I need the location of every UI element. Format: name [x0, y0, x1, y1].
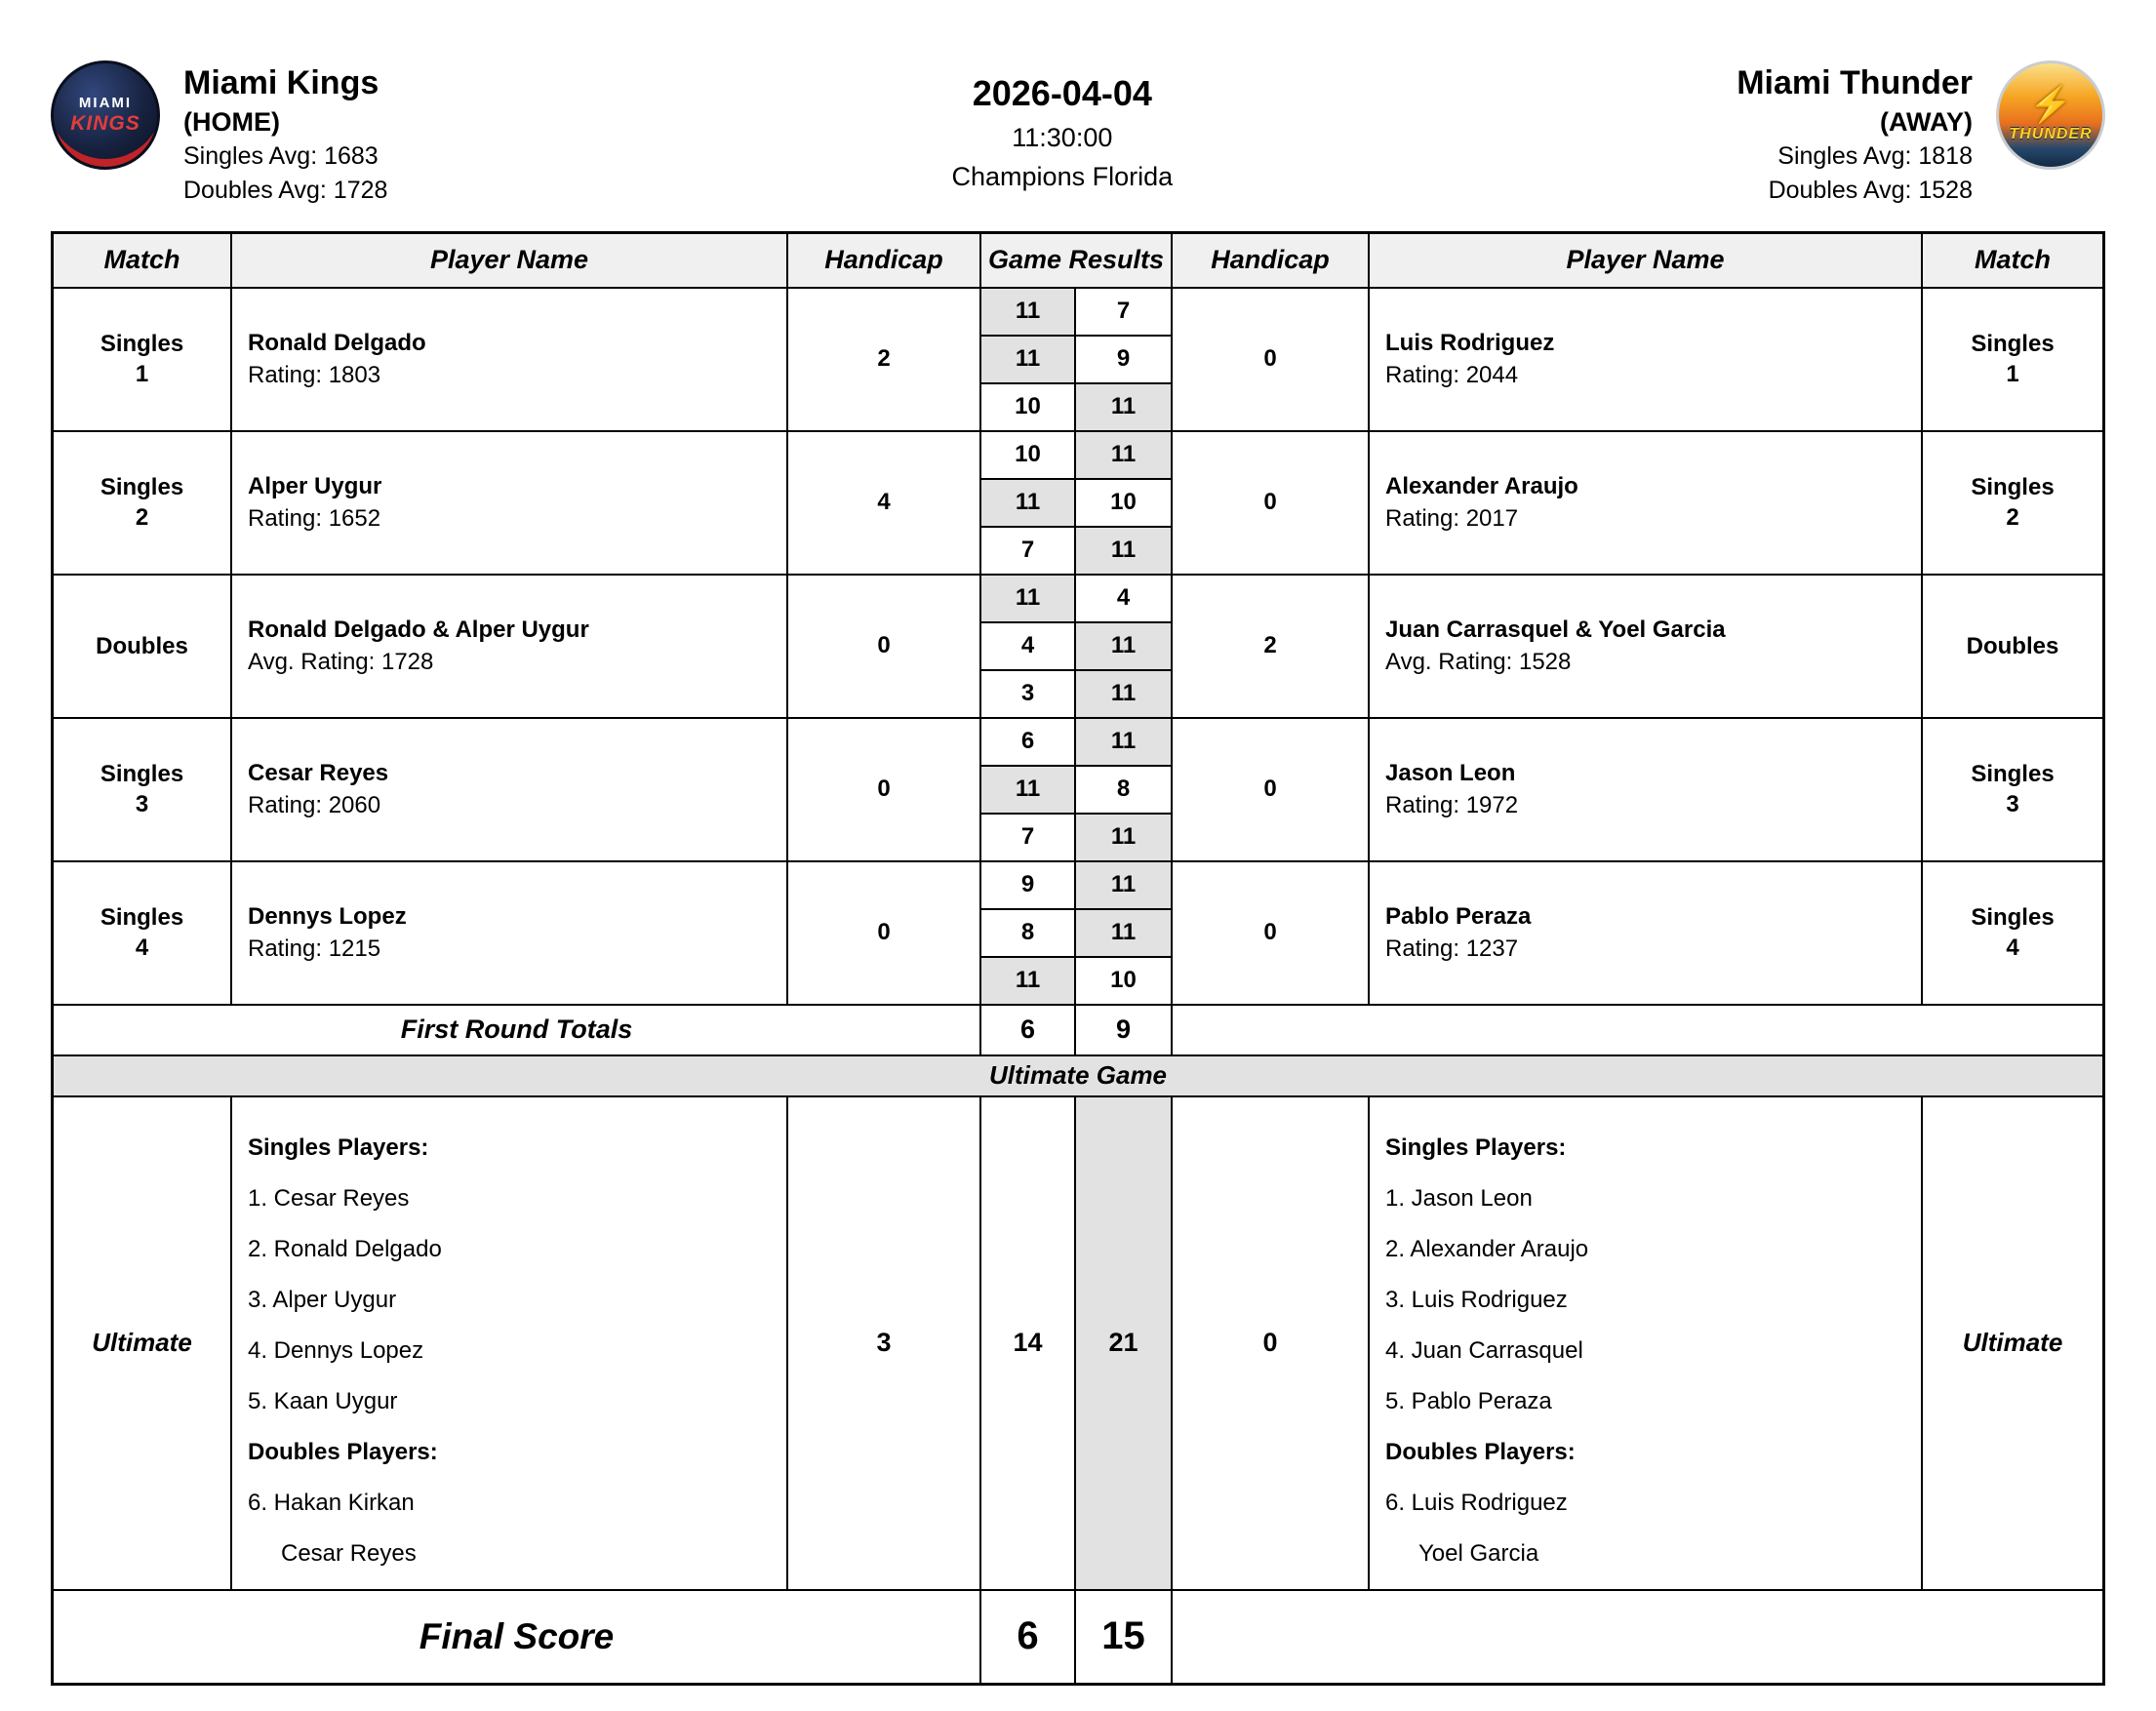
home-ultimate-singles-3: 3. Alper Uygur [248, 1286, 397, 1313]
col-header-player-home: Player Name [232, 234, 788, 287]
match-type-label: Singles [1971, 331, 2055, 358]
away-ultimate-singles-1: 1. Jason Leon [1385, 1184, 1533, 1212]
home-player-name: Cesar Reyes [248, 759, 389, 786]
match-type-away [1923, 862, 2102, 1004]
first-round-total-scores [981, 1006, 1171, 1054]
home-singles-avg: Singles Avg: 1683 [183, 141, 379, 170]
away-team-block [1737, 60, 2105, 208]
away-game-score: 11 [1076, 815, 1171, 860]
match-number-label: 4 [2006, 935, 2019, 962]
match-type-home [54, 719, 232, 860]
game-1-scores [981, 862, 1171, 910]
away-game-score: 9 [1116, 345, 1131, 373]
game-3-scores [981, 384, 1171, 430]
home-game-score: 10 [981, 432, 1076, 478]
away-logo-text: THUNDER [2009, 126, 2093, 142]
home-game-score: 11 [981, 480, 1076, 526]
home-player-name: Dennys Lopez [248, 902, 407, 930]
home-game-score: 4 [981, 623, 1076, 669]
col-header-match-away: Match [1974, 245, 2051, 275]
away-player-name: Pablo Peraza [1385, 902, 1532, 930]
final-scores [981, 1591, 1171, 1683]
first-round-totals-empty-cell [1173, 1006, 2102, 1054]
home-team-info [183, 60, 387, 208]
home-game-score: 10 [981, 384, 1076, 430]
ultimate-home-players-cell [232, 1097, 788, 1589]
away-player-rating: Rating: 1972 [1385, 792, 1519, 819]
away-game-score: 7 [1116, 298, 1131, 325]
ultimate-away-players-cell [1370, 1097, 1923, 1589]
home-player-rating: Rating: 1652 [248, 505, 381, 533]
match-date: 2026-04-04 [972, 73, 1152, 113]
away-player-rating: Rating: 2017 [1385, 505, 1519, 533]
home-ultimate-doubles-2: Cesar Reyes [281, 1539, 417, 1567]
match-type-label: Doubles [1966, 632, 2059, 659]
scoresheet-header [0, 0, 2156, 231]
away-game-score: 10 [1110, 967, 1137, 994]
match-row-singles-3 [54, 719, 2102, 862]
match-type-label: Singles [100, 904, 184, 932]
match-type-label: Singles [1971, 474, 2055, 501]
away-ultimate-doubles-2: Yoel Garcia [1418, 1539, 1539, 1567]
final-score-empty-cell [1173, 1591, 2102, 1683]
scoresheet-table [51, 231, 2105, 1686]
match-number-label: 1 [135, 361, 149, 388]
home-game-score: 8 [981, 910, 1076, 956]
away-game-score: 11 [1076, 623, 1171, 669]
game-2-scores [981, 480, 1171, 528]
col-header-handicap-home: Handicap [788, 234, 981, 287]
away-team-name: Miami Thunder [1737, 64, 1973, 101]
ultimate-score-cell [981, 1097, 1173, 1589]
away-game-score: 11 [1076, 384, 1171, 430]
home-player-name: Alper Uygur [248, 472, 382, 499]
game-2-scores [981, 910, 1171, 958]
home-player-cell [232, 432, 788, 574]
home-player-rating: Rating: 1215 [248, 935, 381, 963]
home-team-role: (HOME) [183, 106, 280, 137]
match-venue: Champions Florida [951, 162, 1174, 192]
match-number-label: 3 [135, 791, 149, 818]
ultimate-game-banner-row [54, 1056, 2102, 1097]
match-type-home [54, 576, 232, 717]
col-header-player-away: Player Name [1370, 234, 1923, 287]
match-row-singles-2 [54, 432, 2102, 576]
away-singles-players-label: Singles Players: [1385, 1134, 1567, 1161]
away-player-cell [1370, 862, 1923, 1004]
match-type-label: Singles [100, 761, 184, 788]
home-ultimate-singles-1: 1. Cesar Reyes [248, 1184, 410, 1212]
match-type-away [1923, 432, 2102, 574]
game-3-scores [981, 528, 1171, 574]
match-number-label: 1 [2006, 361, 2019, 388]
away-handicap-value: 2 [1173, 576, 1370, 717]
home-game-score: 7 [981, 815, 1076, 860]
home-doubles-avg: Doubles Avg: 1728 [183, 176, 388, 204]
final-score-label: Final Score [54, 1591, 981, 1683]
match-type-label: Singles [100, 474, 184, 501]
col-header-game-results: Game Results [981, 234, 1173, 287]
game-results-cell [981, 289, 1173, 430]
col-header-match-home: Match [54, 234, 232, 287]
game-1-scores [981, 432, 1171, 480]
match-type-label: Doubles [96, 632, 188, 659]
match-type-away [1923, 576, 2102, 717]
ultimate-game-banner-label: Ultimate Game [54, 1056, 2102, 1095]
home-team-logo-icon [51, 60, 160, 170]
game-2-scores [981, 337, 1171, 384]
final-score-row [54, 1591, 2102, 1683]
ultimate-scores [981, 1097, 1171, 1589]
home-player-rating: Rating: 2060 [248, 792, 381, 819]
ultimate-row [54, 1097, 2102, 1591]
home-logo-text-bottom: KINGS [70, 111, 140, 135]
away-game-score: 11 [1076, 862, 1171, 908]
home-handicap-value: 0 [788, 862, 981, 1004]
first-round-totals-cell [981, 1006, 1173, 1054]
away-player-cell [1370, 719, 1923, 860]
ultimate-away-handicap: 0 [1173, 1097, 1370, 1589]
home-game-score: 6 [981, 719, 1076, 765]
away-ultimate-singles-4: 4. Juan Carrasquel [1385, 1336, 1583, 1364]
match-type-home [54, 862, 232, 1004]
game-3-scores [981, 958, 1171, 1004]
table-header-row [54, 234, 2102, 289]
home-ultimate-singles-2: 2. Ronald Delgado [248, 1235, 442, 1262]
home-game-score: 11 [981, 337, 1076, 382]
home-game-score: 11 [981, 289, 1076, 335]
away-handicap-value: 0 [1173, 432, 1370, 574]
away-game-score: 8 [1116, 776, 1131, 803]
match-type-home [54, 289, 232, 430]
lightning-bolt-icon: ⚡ [2028, 84, 2073, 124]
home-logo-text-top: MIAMI [78, 95, 133, 112]
away-player-rating: Avg. Rating: 1528 [1385, 649, 1572, 676]
away-player-cell [1370, 432, 1923, 574]
away-player-name: Jason Leon [1385, 759, 1516, 786]
away-ultimate-singles-2: 2. Alexander Araujo [1385, 1235, 1589, 1262]
away-handicap-value: 0 [1173, 719, 1370, 860]
away-ultimate-singles-3: 3. Luis Rodriguez [1385, 1286, 1568, 1313]
away-game-score: 11 [1076, 528, 1171, 574]
away-team-info [1737, 60, 1973, 208]
match-type-away [1923, 289, 2102, 430]
match-type-away [1923, 719, 2102, 860]
match-time: 11:30:00 [1012, 122, 1113, 152]
ultimate-home-handicap: 3 [788, 1097, 981, 1589]
first-round-totals-label: First Round Totals [54, 1006, 981, 1054]
match-row-singles-4 [54, 862, 2102, 1006]
home-singles-players-label: Singles Players: [248, 1134, 429, 1161]
home-player-name: Ronald Delgado & Alper Uygur [248, 616, 589, 643]
match-row-singles-1 [54, 289, 2102, 432]
final-score-cell [981, 1591, 1173, 1683]
away-game-score: 4 [1116, 584, 1131, 612]
home-team-name: Miami Kings [183, 64, 379, 101]
home-final-score: 6 [981, 1591, 1076, 1683]
game-2-scores [981, 767, 1171, 815]
away-first-round-total: 9 [1115, 1015, 1132, 1045]
first-round-totals-row [54, 1006, 2102, 1056]
game-1-scores [981, 576, 1171, 623]
home-game-score: 11 [981, 767, 1076, 813]
match-number-label: 2 [135, 504, 149, 532]
game-results-cell [981, 432, 1173, 574]
match-type-label: Singles [100, 331, 184, 358]
home-player-cell [232, 719, 788, 860]
away-ultimate-singles-5: 5. Pablo Peraza [1385, 1387, 1552, 1414]
away-ultimate-doubles-1: 6. Luis Rodriguez [1385, 1489, 1568, 1516]
home-player-name: Ronald Delgado [248, 329, 426, 356]
away-game-score: 11 [1076, 671, 1171, 717]
home-ultimate-singles-4: 4. Dennys Lopez [248, 1336, 424, 1364]
match-number-label: 4 [135, 935, 149, 962]
away-game-score: 11 [1076, 432, 1171, 478]
ultimate-match-label-away: Ultimate [1962, 1328, 2063, 1358]
away-singles-avg: Singles Avg: 1818 [1777, 141, 1973, 170]
match-type-label: Singles [1971, 761, 2055, 788]
home-player-cell [232, 289, 788, 430]
away-game-score: 11 [1076, 719, 1171, 765]
away-game-score: 11 [1076, 910, 1171, 956]
match-number-label: 2 [2006, 504, 2019, 532]
home-game-score: 7 [981, 528, 1076, 574]
home-player-cell [232, 862, 788, 1004]
game-1-scores [981, 719, 1171, 767]
home-team-block [51, 60, 387, 208]
away-final-score: 15 [1101, 1614, 1145, 1658]
away-team-logo-icon [1996, 60, 2105, 170]
home-handicap-value: 0 [788, 576, 981, 717]
away-player-name: Luis Rodriguez [1385, 329, 1555, 356]
ultimate-match-label-home: Ultimate [54, 1097, 232, 1589]
away-doubles-avg: Doubles Avg: 1528 [1768, 176, 1973, 204]
home-game-score: 11 [981, 576, 1076, 621]
away-player-cell [1370, 289, 1923, 430]
away-player-rating: Rating: 1237 [1385, 935, 1519, 963]
game-results-cell [981, 719, 1173, 860]
match-type-label: Singles [1971, 904, 2055, 932]
home-handicap-value: 4 [788, 432, 981, 574]
home-doubles-players-label: Doubles Players: [248, 1438, 438, 1465]
ultimate-away-score: 21 [1076, 1097, 1171, 1589]
game-3-scores [981, 671, 1171, 717]
home-player-rating: Rating: 1803 [248, 362, 381, 389]
home-handicap-value: 0 [788, 719, 981, 860]
game-results-cell [981, 862, 1173, 1004]
home-game-score: 3 [981, 671, 1076, 717]
game-1-scores [981, 289, 1171, 337]
home-game-score: 11 [981, 958, 1076, 1004]
match-number-label: 3 [2006, 791, 2019, 818]
game-3-scores [981, 815, 1171, 860]
game-results-cell [981, 576, 1173, 717]
home-first-round-total: 6 [981, 1006, 1076, 1054]
home-ultimate-doubles-1: 6. Hakan Kirkan [248, 1489, 415, 1516]
ultimate-home-score: 14 [981, 1097, 1076, 1589]
home-player-rating: Avg. Rating: 1728 [248, 649, 434, 676]
away-player-rating: Rating: 2044 [1385, 362, 1519, 389]
col-header-handicap-away: Handicap [1173, 234, 1370, 287]
away-player-name: Juan Carrasquel & Yoel Garcia [1385, 616, 1726, 643]
home-player-cell [232, 576, 788, 717]
away-handicap-value: 0 [1173, 289, 1370, 430]
away-handicap-value: 0 [1173, 862, 1370, 1004]
away-team-role: (AWAY) [1879, 106, 1973, 137]
home-handicap-value: 2 [788, 289, 981, 430]
away-player-cell [1370, 576, 1923, 717]
home-ultimate-singles-5: 5. Kaan Uygur [248, 1387, 398, 1414]
match-type-home [54, 432, 232, 574]
match-meta [952, 60, 1174, 197]
match-row-doubles [54, 576, 2102, 719]
away-game-score: 10 [1110, 489, 1137, 516]
game-2-scores [981, 623, 1171, 671]
away-doubles-players-label: Doubles Players: [1385, 1438, 1576, 1465]
home-game-score: 9 [981, 862, 1076, 908]
away-player-name: Alexander Araujo [1385, 472, 1578, 499]
